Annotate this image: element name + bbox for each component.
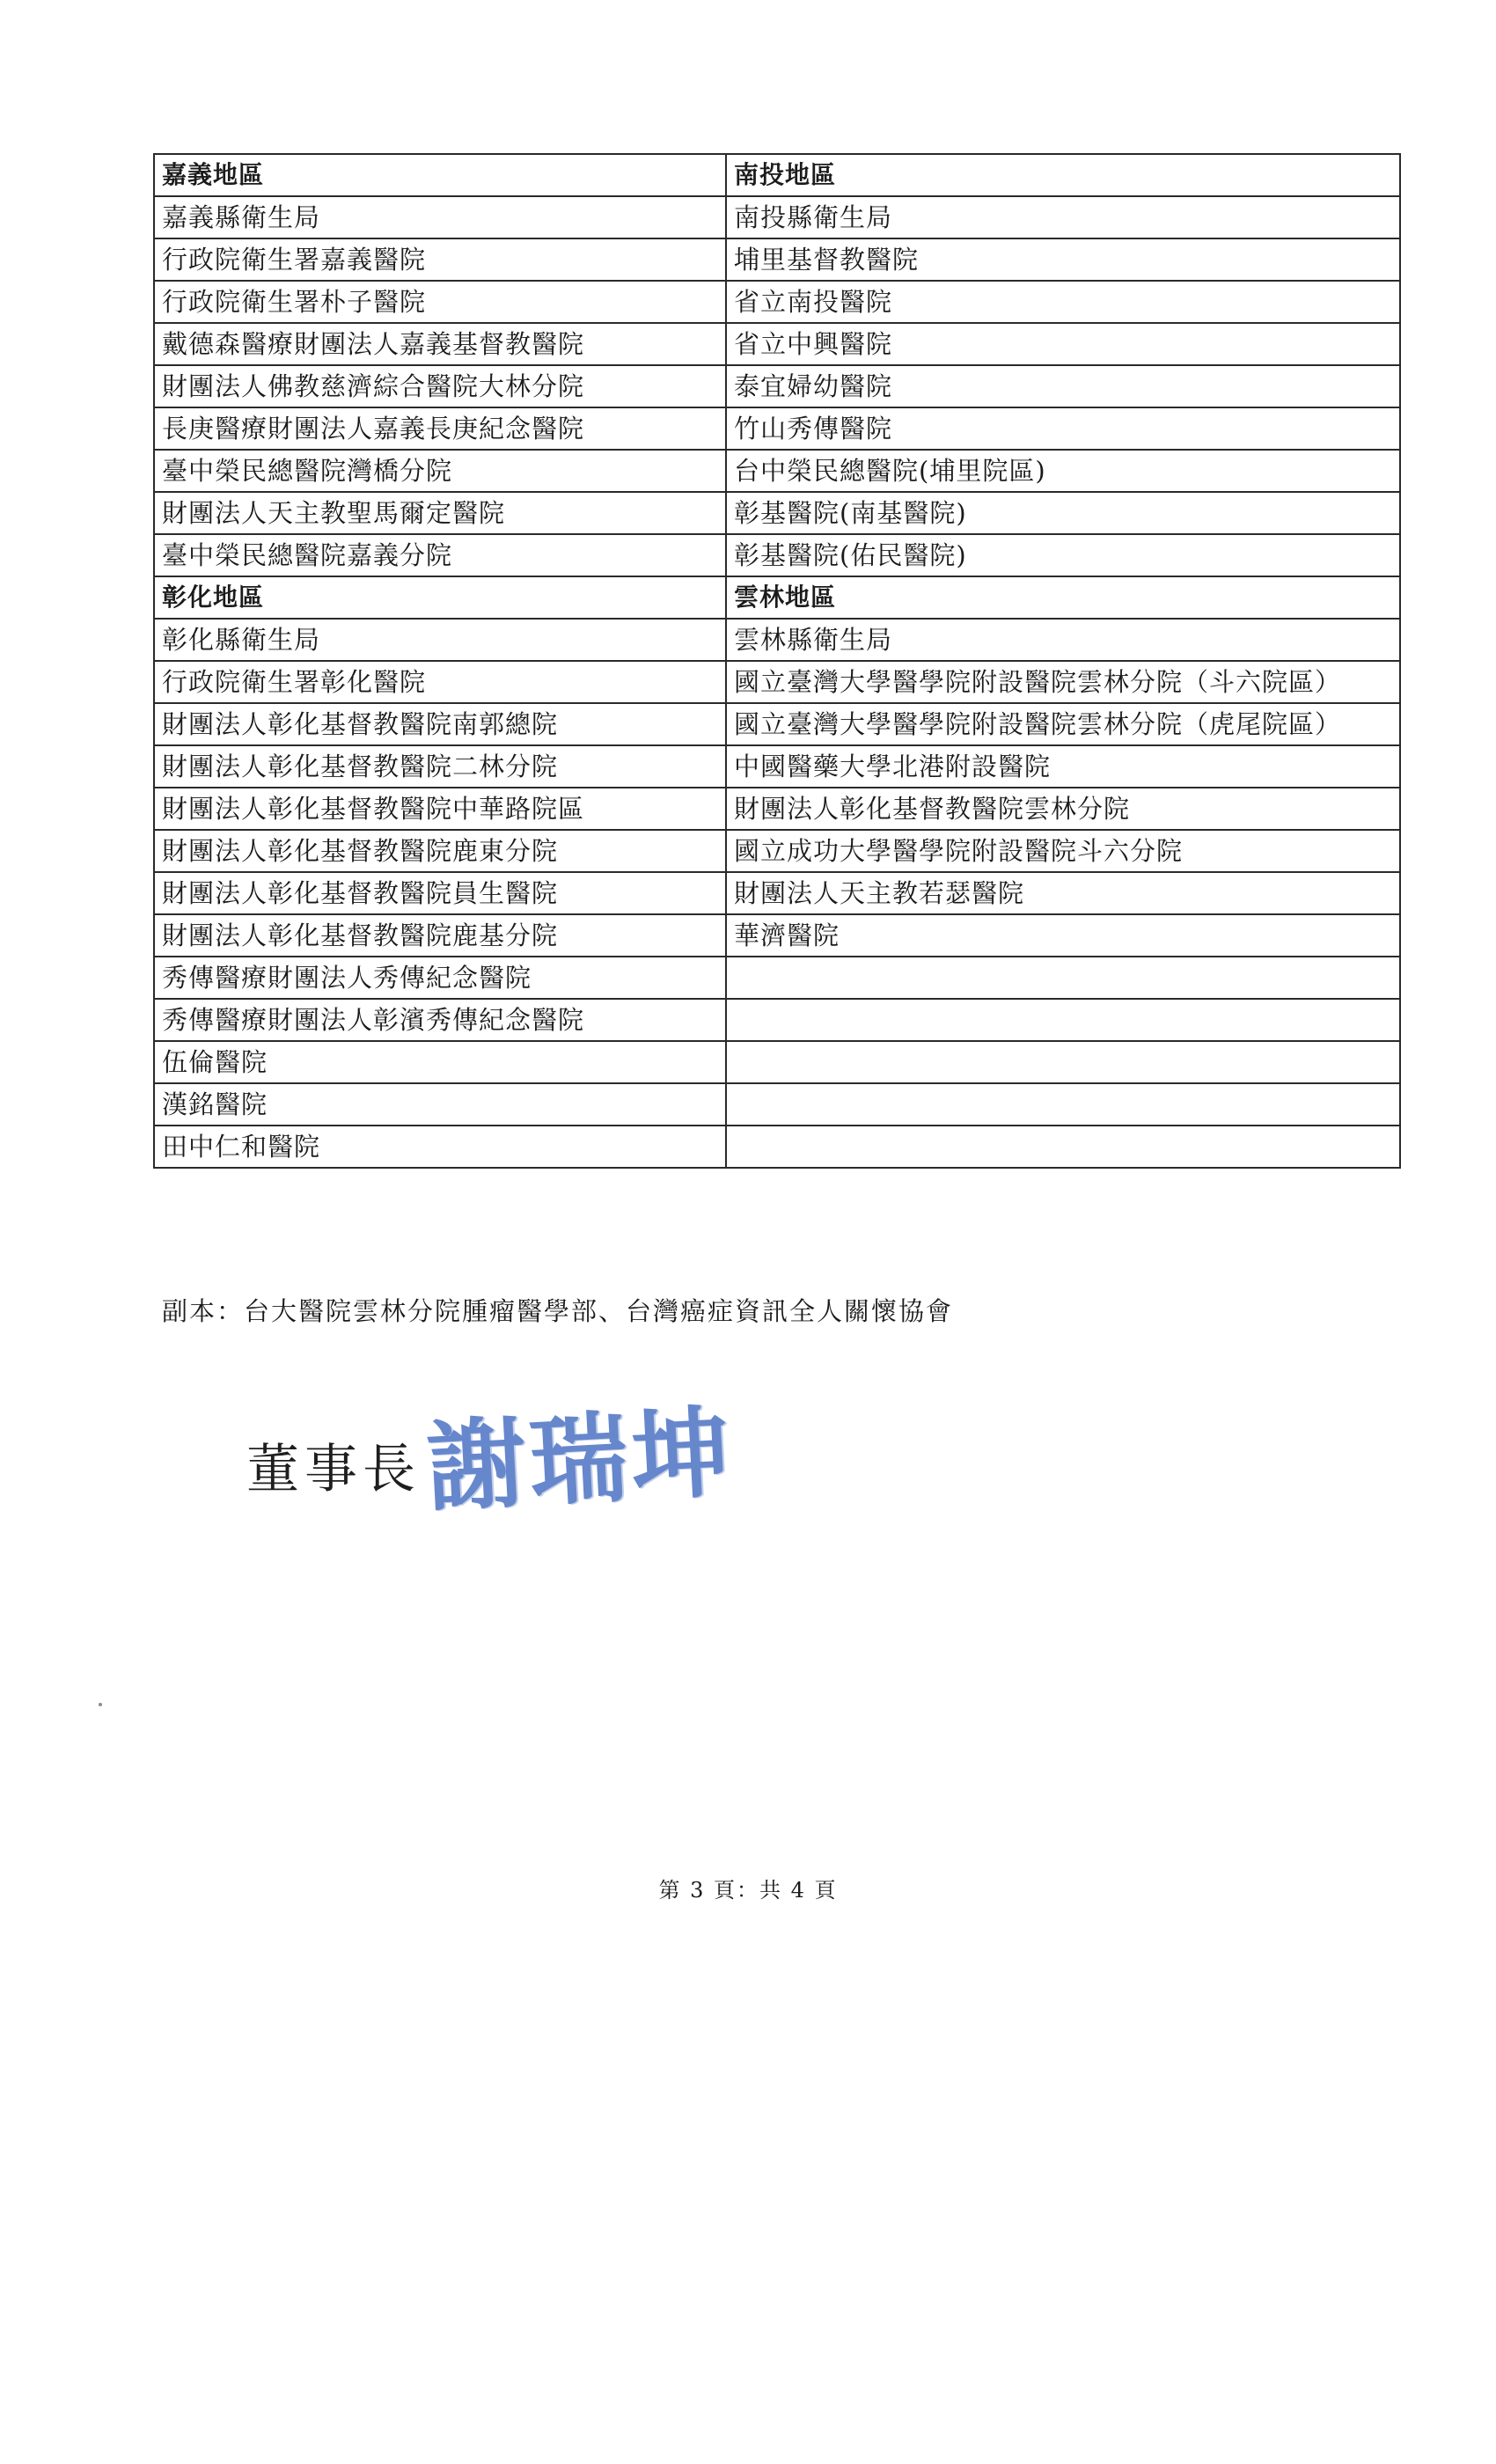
table-row [154, 661, 1400, 703]
hospital-cell: 長庚醫療財團法人嘉義長庚紀念醫院 [154, 407, 726, 450]
table-row [154, 872, 1400, 914]
region-header-cell: 雲林地區 [726, 576, 1400, 619]
hospital-cell: 財團法人天主教若瑟醫院 [726, 872, 1400, 914]
table-row [154, 703, 1400, 745]
table-row [154, 619, 1400, 661]
hospital-cell: 台中榮民總醫院(埔里院區) [726, 450, 1400, 492]
hospital-cell: 財團法人彰化基督教醫院中華路院區 [154, 788, 726, 830]
hospital-cell: 秀傳醫療財團法人彰濱秀傳紀念醫院 [154, 999, 726, 1041]
hospital-cell [726, 957, 1400, 999]
region-header-cell: 嘉義地區 [154, 154, 726, 196]
scan-speck [99, 1703, 102, 1706]
table-row [154, 450, 1400, 492]
hospital-cell: 財團法人彰化基督教醫院南郭總院 [154, 703, 726, 745]
hospital-cell [726, 999, 1400, 1041]
hospital-cell: 臺中榮民總醫院灣橋分院 [154, 450, 726, 492]
hospital-cell: 南投縣衛生局 [726, 196, 1400, 238]
hospital-cell: 中國醫藥大學北港附設醫院 [726, 745, 1400, 788]
chairman-label: 董事長 [246, 1439, 421, 1500]
cc-line: 副本：台大醫院雲林分院腫瘤醫學部、台灣癌症資訊全人關懷協會 [162, 1296, 954, 1326]
table-row [154, 914, 1400, 957]
table-row [154, 1083, 1400, 1126]
hospital-cell [726, 1083, 1400, 1126]
hospital-cell: 省立中興醫院 [726, 323, 1400, 365]
table-row [154, 788, 1400, 830]
table-row [154, 492, 1400, 534]
region-header-cell: 彰化地區 [154, 576, 726, 619]
hospital-cell: 財團法人彰化基督教醫院雲林分院 [726, 788, 1400, 830]
hospital-list-table-body [154, 154, 1400, 1168]
hospital-cell: 國立臺灣大學醫學院附設醫院雲林分院（虎尾院區） [726, 703, 1400, 745]
hospital-cell: 行政院衛生署朴子醫院 [154, 281, 726, 323]
hospital-cell: 財團法人天主教聖馬爾定醫院 [154, 492, 726, 534]
hospital-cell [726, 1126, 1400, 1168]
hospital-cell: 竹山秀傳醫院 [726, 407, 1400, 450]
hospital-cell: 伍倫醫院 [154, 1041, 726, 1083]
region-header-cell: 南投地區 [726, 154, 1400, 196]
table-row [154, 830, 1400, 872]
hospital-cell: 國立臺灣大學醫學院附設醫院雲林分院（斗六院區） [726, 661, 1400, 703]
hospital-list-table [153, 153, 1401, 1169]
hospital-cell: 戴德森醫療財團法人嘉義基督教醫院 [154, 323, 726, 365]
hospital-cell: 財團法人彰化基督教醫院員生醫院 [154, 872, 726, 914]
hospital-cell: 華濟醫院 [726, 914, 1400, 957]
hospital-cell: 埔里基督教醫院 [726, 238, 1400, 281]
table-row [154, 238, 1400, 281]
hospital-cell: 財團法人佛教慈濟綜合醫院大林分院 [154, 365, 726, 407]
hospital-cell: 臺中榮民總醫院嘉義分院 [154, 534, 726, 576]
table-row [154, 323, 1400, 365]
hospital-cell: 嘉義縣衛生局 [154, 196, 726, 238]
page-number: 第 3 頁：共 4 頁 [658, 1878, 838, 1903]
table-row [154, 957, 1400, 999]
hospital-cell: 泰宜婦幼醫院 [726, 365, 1400, 407]
table-row [154, 196, 1400, 238]
table-row [154, 154, 1400, 196]
table-row [154, 407, 1400, 450]
table-row [154, 1126, 1400, 1168]
hospital-cell: 國立成功大學醫學院附設醫院斗六分院 [726, 830, 1400, 872]
hospital-cell: 財團法人彰化基督教醫院鹿基分院 [154, 914, 726, 957]
hospital-cell: 財團法人彰化基督教醫院鹿東分院 [154, 830, 726, 872]
table-row [154, 1041, 1400, 1083]
hospital-cell: 彰化縣衛生局 [154, 619, 726, 661]
hospital-cell: 彰基醫院(南基醫院) [726, 492, 1400, 534]
hospital-cell: 漢銘醫院 [154, 1083, 726, 1126]
table-row [154, 534, 1400, 576]
hospital-cell: 田中仁和醫院 [154, 1126, 726, 1168]
signature-seal: 謝瑞坤 [424, 1394, 737, 1527]
hospital-cell: 雲林縣衛生局 [726, 619, 1400, 661]
hospital-cell: 彰基醫院(佑民醫院) [726, 534, 1400, 576]
hospital-cell: 財團法人彰化基督教醫院二林分院 [154, 745, 726, 788]
hospital-cell: 省立南投醫院 [726, 281, 1400, 323]
table-row [154, 999, 1400, 1041]
hospital-cell: 行政院衛生署嘉義醫院 [154, 238, 726, 281]
table-row [154, 281, 1400, 323]
table-row [154, 576, 1400, 619]
table-row [154, 365, 1400, 407]
hospital-cell: 行政院衛生署彰化醫院 [154, 661, 726, 703]
table-row [154, 745, 1400, 788]
hospital-cell: 秀傳醫療財團法人秀傳紀念醫院 [154, 957, 726, 999]
hospital-cell [726, 1041, 1400, 1083]
